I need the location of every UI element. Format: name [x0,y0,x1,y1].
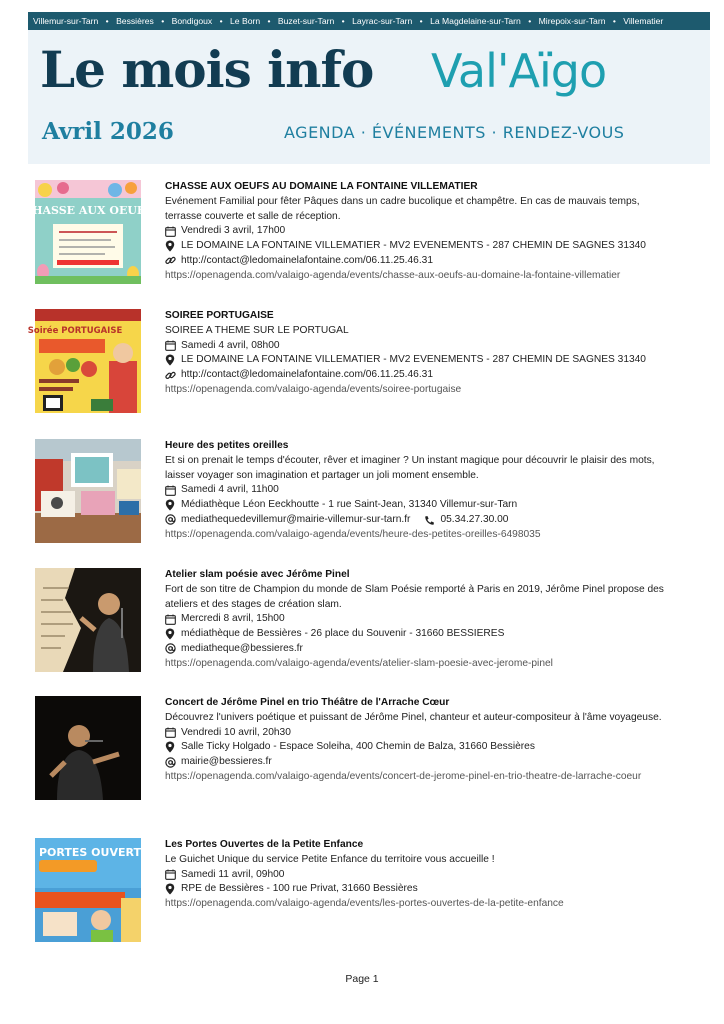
event-description: Fort de son titre de Champion du monde de Slam Poésie remporté à Paris en 2019, Jérôme Pinel propose des ateliers et des stages de création slam. [165,583,664,610]
event-title[interactable]: Les Portes Ouvertes de la Petite Enfance [165,839,364,850]
town: Bondigoux [171,16,213,26]
separator: • [161,16,165,26]
header-banner [28,30,710,164]
town: Villematier [623,16,664,26]
map-pin-icon [165,353,181,367]
issue-month: Avril 2026 [42,118,174,145]
calendar-icon [165,224,181,238]
kamishibai-photo[interactable] [35,439,141,543]
phone-icon [424,513,440,527]
event-date: Vendredi 10 avril, 20h30 [181,726,291,738]
event-description: SOIREE A THEME SUR LE PORTUGAL [165,324,349,336]
event-location: RPE de Bessières - 100 rue Privat, 31660 Bessières [181,883,418,895]
town: Mirepoix-sur-Tarn [538,16,606,26]
map-pin-icon [165,740,181,754]
event-contact-link[interactable]: http://contact@ledomainelafontaine.com/06.11.25.46.31 [181,369,433,381]
at-icon [165,513,181,527]
slam-performer-photo[interactable] [35,568,141,672]
event-url[interactable]: https://openagenda.com/valaigo-agenda/events/soiree-portugaise [165,383,462,395]
event-location: médiathèque de Bessières - 26 place du Souvenir - 31660 BESSIERES [181,628,505,640]
portes-ouvertes-poster[interactable] [35,838,157,942]
chasse-aux-oeufs-poster[interactable] [23,180,153,284]
separator: • [528,16,532,26]
event-url[interactable]: https://openagenda.com/valaigo-agenda/events/concert-de-jerome-pinel-en-trio-theatre-de-larrache-coeur [165,770,642,782]
concert-photo[interactable] [35,696,141,800]
at-icon [165,642,181,656]
event-url[interactable]: https://openagenda.com/valaigo-agenda/events/atelier-slam-poesie-avec-jerome-pinel [165,657,553,669]
event-date: Vendredi 3 avril, 17h00 [181,225,286,237]
page-number: Page 1 [345,973,379,985]
event-email[interactable]: mediatheque@bessieres.fr [181,642,303,654]
event-details [165,568,670,672]
poster-title: CHASSE AUX OEUFS [23,204,153,217]
calendar-icon [165,868,181,882]
separator: • [105,16,109,26]
tagline: AGENDA · ÉVÉNEMENTS · RENDEZ-VOUS [284,123,625,142]
town: Buzet-sur-Tarn [277,16,335,26]
event-details [165,180,670,284]
event-details [165,838,670,912]
event-url[interactable]: https://openagenda.com/valaigo-agenda/events/heure-des-petites-oreilles-6498035 [165,528,541,540]
town: Villemur-sur-Tarn [33,16,99,26]
event-url[interactable]: https://openagenda.com/valaigo-agenda/events/chasse-aux-oeufs-au-domaine-la-fontaine-villematier [165,269,621,281]
separator: • [419,16,423,26]
event-location: Salle Ticky Holgado - Espace Soleiha, 400 Chemin de Balza, 31660 Bessières [181,741,535,753]
event-email[interactable]: mediathequedevillemur@mairie-villemur-sur-tarn.fr [181,513,411,525]
event-details [165,309,670,398]
event-location: LE DOMAINE LA FONTAINE VILLEMATIER - MV2 EVENEMENTS - 287 CHEMIN DE SAGNES 31340 [181,354,646,366]
event-contact-link[interactable]: http://contact@ledomainelafontaine.com/06.11.25.46.31 [181,254,433,266]
separator: • [612,16,616,26]
towns-bar [28,12,710,30]
town: Le Born [230,16,261,26]
at-icon [165,755,181,769]
poster-title: PORTES OUVERTES [39,846,157,859]
event-details [165,696,670,785]
event-location: LE DOMAINE LA FONTAINE VILLEMATIER - MV2 EVENEMENTS - 287 CHEMIN DE SAGNES 31340 [181,240,646,252]
event-title[interactable]: Atelier slam poésie avec Jérôme Pinel [165,569,350,580]
event-title[interactable]: Concert de Jérôme Pinel en trio Théâtre de l'Arrache Cœur [165,697,450,708]
event-date: Samedi 4 avril, 11h00 [181,484,279,496]
map-pin-icon [165,498,181,512]
soiree-portugaise-poster[interactable] [27,309,141,413]
event-url[interactable]: https://openagenda.com/valaigo-agenda/events/les-portes-ouvertes-de-la-petite-enfance [165,898,564,910]
newsletter-title: Le mois info [40,40,374,99]
calendar-icon [165,612,181,626]
event-title[interactable]: Heure des petites oreilles [165,440,289,451]
town: Layrac-sur-Tarn [352,16,413,26]
separator: • [267,16,271,26]
calendar-icon [165,726,181,740]
event-date: Samedi 11 avril, 09h00 [181,868,285,880]
event-title[interactable]: CHASSE AUX OEUFS AU DOMAINE LA FONTAINE VILLEMATIER [165,181,478,192]
event-title[interactable]: SOIREE PORTUGAISE [165,310,274,321]
town: Bessières [116,16,154,26]
map-pin-icon [165,882,181,896]
link-icon [165,254,181,268]
separator: • [219,16,223,26]
calendar-icon [165,339,181,353]
event-date: Samedi 4 avril, 08h00 [181,339,280,351]
separator: • [341,16,345,26]
event-description: Evénement Familial pour fêter Pâques dans un cadre bucolique et champêtre. En cas de mauvais temps, terrasse couverte et salle de réception. [165,195,640,222]
map-pin-icon [165,627,181,641]
link-icon [165,368,181,382]
map-pin-icon [165,239,181,253]
poster-title: Soirée PORTUGAISE [27,326,123,336]
event-date: Mercredi 8 avril, 15h00 [181,613,285,625]
event-details [165,439,670,543]
event-phone[interactable]: 05.34.27.30.00 [440,513,509,525]
event-description: Le Guichet Unique du service Petite Enfance du territoire vous accueille ! [165,853,495,865]
valaigo-logo-text: Val'Aïgo [431,44,607,98]
town: La Magdelaine-sur-Tarn [430,16,521,26]
event-description: Et si on prenait le temps d'écouter, rêver et imaginer ? Un instant magique pour découvrir le plaisir des mots, laisser voyager son imagination et partager un joli moment ensemble. [165,454,655,481]
event-description: Découvrez l'univers poétique et puissant de Jérôme Pinel, chanteur et auteur-compositeur à l'âme voyageuse. [165,711,662,723]
event-location: Médiathèque Léon Eeckhoutte - 1 rue Saint-Jean, 31340 Villemur-sur-Tarn [181,499,518,511]
event-email[interactable]: mairie@bessieres.fr [181,756,272,768]
calendar-icon [165,483,181,497]
